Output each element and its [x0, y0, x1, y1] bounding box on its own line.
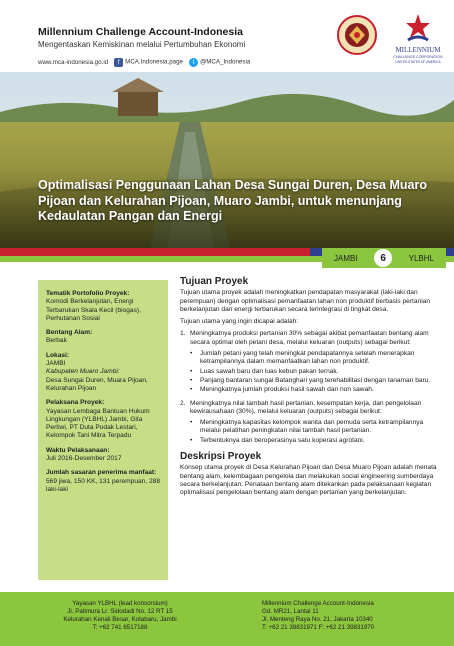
- item2-text: Meningkatnya nilai tambah hasil pertanian, kesempatan kerja, dan pengelolaan kewirausahaan (30%), melalui keluaran (outputs) sebagai berikut:: [190, 399, 422, 415]
- tujuan-heading: Tujuan Proyek: [180, 276, 249, 287]
- lokasi-villages: Desa Sungai Duren, Muara Pijoan, Kelurahan Pijoan: [46, 376, 148, 392]
- waktu-label: Waktu Pelaksanaan:: [46, 446, 110, 454]
- badge-region: JAMBI: [334, 253, 358, 263]
- deskripsi-heading: Deskripsi Proyek: [180, 451, 262, 463]
- jumlah-label: Jumlah sasaran penerima manfaat:: [46, 469, 157, 477]
- mcc-logo-icon: [388, 10, 448, 66]
- tujuan-intro: Tujuan utama yang ingin dicapai adalah:: [180, 318, 299, 326]
- bentang-value: Berbak: [46, 337, 67, 345]
- facebook-icon: f: [114, 58, 123, 67]
- project-info-sidebar: [38, 280, 168, 580]
- bentang-label: Bentang Alam:: [46, 329, 93, 337]
- government-seal-icon: [336, 14, 378, 56]
- twitter-icon: t: [189, 58, 198, 67]
- org-name: Millennium Challenge Account-Indonesia: [38, 26, 243, 38]
- lokasi-regency: Kabupaten Muaro Jambi:: [46, 368, 120, 376]
- lokasi-label: Lokasi:: [46, 351, 70, 359]
- project-badge: [322, 248, 446, 268]
- bullet-item: • Panjang bantaran sungai Batanghari yang terehabilitasi dengan tanaman baru.: [190, 376, 431, 384]
- lokasi-province: JAMBI: [46, 360, 66, 368]
- website-link[interactable]: www.mca-indonesia.go.id: [38, 59, 109, 66]
- tujuan-paragraph: Tujuan utama proyek adalah meningkatkan pendapatan masyarakat (laki-laki dan perempuan) dengan optimalisasi pemanfaatan lahan non produktif berbasis pertanian berkelanjutan dan energi terbarukan secara terintegrasi di tingkat desa.: [180, 289, 430, 313]
- numbered-item-1: 1. Meningkatnya produksi pertanian 30% sebagai akibat pemanfaatan bentang alam secara optimal oleh petani desa, melalui keluaran (outputs) sebagai berikut:: [180, 330, 438, 347]
- footer-left-address: Yayasan YLBHL (lead konsorsium) Jl. Patimura Lr. Sidodadi No. 12 RT 15 Kelurahan Kenali Besar, Kotabaru, Jambi T: +62 741 6517188: [63, 600, 177, 631]
- twitter-text: @MCA_Indonesia: [199, 58, 251, 66]
- mcc-line3: UNITED STATES OF AMERICA: [395, 60, 441, 64]
- contact-row: [38, 58, 250, 67]
- bullet-item: • Terbentuknya dan beroperasinya satu koperasi agrotani.: [190, 436, 365, 444]
- waktu-value: Juli 2016-Desember 2017: [46, 455, 122, 463]
- footer-right-address: Millennium Challenge Account-Indonesia Gd. MR21, Lantai 11 Jl. Menteng Raya No. 21, Jakarta 10340 T: +62 21 39831971 F: +62 21 39831970: [262, 600, 375, 631]
- facebook-link[interactable]: [114, 58, 183, 67]
- page-title: Optimalisasi Penggunaan Lahan Desa Sungai Duren, Desa Muaro Pijoan dan Kelurahan Pijoan, Muaro Jambi, untuk menunjang Kedaulatan Pangan dan Energi: [38, 178, 427, 223]
- deskripsi-paragraph: Konsep utama proyek di Desa Kelurahan Pijoan dan Desa Muaro Pijoan adalah menata bentang alam, kelembagaan pengelola dan melakukan social engineering sumberdaya secara berkelanjutan. Penataan bentang alam ditekankan pada pelaksanaan kegiatan optimalisasi pengelolaan bentang alam dengan pertanian yang berkelanjutan.: [180, 464, 437, 497]
- org-tagline: Mengentaskan Kemiskinan melalui Pertumbuhan Ekonomi: [38, 40, 246, 49]
- item1-text: Meningkatnya produksi pertanian 30% sebagai akibat pemanfaatan bentang alam secara optimal oleh petani desa, melalui keluaran (outputs) sebagai berikut:: [190, 330, 429, 346]
- mcc-line2: CHALLENGE CORPORATION: [393, 55, 443, 59]
- tematik-label: Tematik Portofolio Proyek:: [46, 290, 130, 297]
- bullet-item: • Jumlah petani yang telah meningkat pendapatannya setelah menerapkan ketrampilannya dalam memanfaatkan lahan non produktif.: [190, 350, 415, 366]
- numbered-item-2: 2. Meningkatnya nilai tambah hasil pertanian, kesempatan kerja, dan pengelolaan kewirausahaan (30%), melalui keluaran (outputs) sebagai berikut:: [180, 400, 438, 417]
- facebook-text: MCA.Indonesia.page: [125, 58, 183, 66]
- badge-org: YLBHL: [408, 253, 434, 263]
- bullet-item: • Meningkatnya jumlah produksi hasil sawah dan non sawah.: [190, 386, 374, 394]
- bullet-item: • Luas sawah baru dan luas kebun pakan ternak.: [190, 367, 339, 375]
- badge-number: 6: [374, 249, 392, 267]
- main-content: [180, 278, 438, 502]
- mcc-line1: MILLENNIUM: [395, 46, 441, 54]
- bullet-item: • Meningkatnya kapasitas kelompok wanita dan pemuda serta ketrampilannya melalui pelatihan peningkatan nilai tambah hasil pertanian.: [190, 419, 424, 435]
- tematik-value: Komodi Berkelanjutan, Energi Terbarukan Skala Kecil (biogas), Perhutanan Sosial: [46, 298, 141, 322]
- pelaksana-label: Pelaksana Proyek:: [46, 399, 105, 407]
- pelaksana-value: Yayasan Lembaga Bantuan Hukum Lingkungan (YLBHL) Jambi, Gita Pertiwi, PT Duta Pudak Lestari, Kelompok Tani Mitra Terpadu: [46, 407, 150, 440]
- jumlah-value: 569 jiwa, 150 KK, 131 perempuan, 288 laki-laki: [46, 477, 161, 493]
- twitter-link[interactable]: [189, 58, 250, 67]
